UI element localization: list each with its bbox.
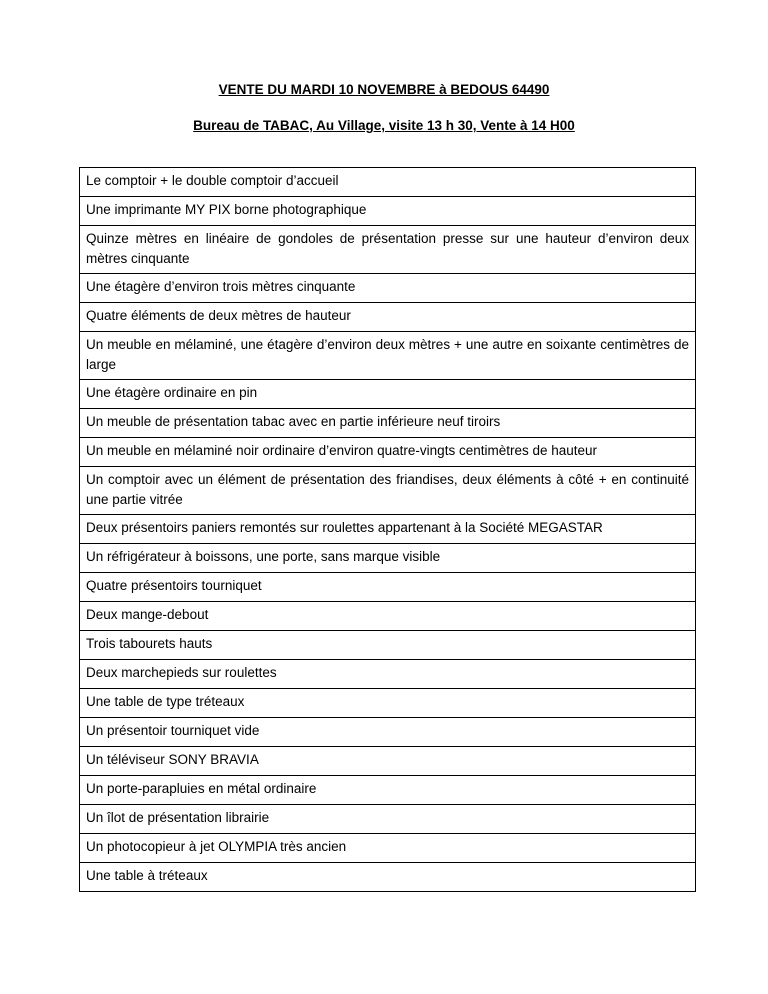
item-cell: Une étagère d’environ trois mètres cinquante xyxy=(80,274,696,303)
item-cell: Trois tabourets hauts xyxy=(80,631,696,660)
table-row xyxy=(80,689,696,718)
item-cell: Un îlot de présentation librairie xyxy=(80,805,696,834)
item-cell: Quinze mètres en linéaire de gondoles de présentation presse sur une hauteur d’environ deux mètres cinquante xyxy=(80,226,696,274)
document-subtitle: Bureau de TABAC, Au Village, visite 13 h 30, Vente à 14 H00 xyxy=(193,118,575,133)
item-cell: Deux marchepieds sur roulettes xyxy=(80,660,696,689)
item-cell: Quatre éléments de deux mètres de hauteur xyxy=(80,303,696,332)
item-cell: Quatre présentoirs tourniquet xyxy=(80,573,696,602)
table-row xyxy=(80,438,696,467)
item-cell: Un présentoir tourniquet vide xyxy=(80,718,696,747)
table-row xyxy=(80,573,696,602)
table-row xyxy=(80,660,696,689)
table-row xyxy=(80,805,696,834)
table-row xyxy=(80,718,696,747)
table-row xyxy=(80,303,696,332)
table-row xyxy=(80,515,696,544)
item-cell: Une étagère ordinaire en pin xyxy=(80,380,696,409)
table-row xyxy=(80,380,696,409)
table-row xyxy=(80,467,696,515)
table-row xyxy=(80,747,696,776)
item-cell: Une table à tréteaux xyxy=(80,863,696,892)
table-row xyxy=(80,226,696,274)
table-row xyxy=(80,863,696,892)
item-cell: Deux présentoirs paniers remontés sur roulettes appartenant à la Société MEGASTAR xyxy=(80,515,696,544)
table-row xyxy=(80,631,696,660)
table-row xyxy=(80,409,696,438)
item-cell: Un meuble de présentation tabac avec en partie inférieure neuf tiroirs xyxy=(80,409,696,438)
table-row xyxy=(80,168,696,197)
item-cell: Une imprimante MY PIX borne photographique xyxy=(80,197,696,226)
table-row xyxy=(80,274,696,303)
items-table xyxy=(79,167,696,892)
table-row xyxy=(80,332,696,380)
table-row xyxy=(80,197,696,226)
item-cell: Un porte-parapluies en métal ordinaire xyxy=(80,776,696,805)
item-cell: Un téléviseur SONY BRAVIA xyxy=(80,747,696,776)
item-cell: Un photocopieur à jet OLYMPIA très ancien xyxy=(80,834,696,863)
table-row xyxy=(80,834,696,863)
table-row xyxy=(80,776,696,805)
item-cell: Deux mange-debout xyxy=(80,602,696,631)
document-title: VENTE DU MARDI 10 NOVEMBRE à BEDOUS 64490 xyxy=(218,82,550,97)
item-cell: Une table de type tréteaux xyxy=(80,689,696,718)
item-cell: Un meuble en mélaminé noir ordinaire d’environ quatre-vingts centimètres de hauteur xyxy=(80,438,696,467)
item-cell: Un réfrigérateur à boissons, une porte, sans marque visible xyxy=(80,544,696,573)
item-cell: Le comptoir + le double comptoir d’accueil xyxy=(80,168,696,197)
item-cell: Un meuble en mélaminé, une étagère d’environ deux mètres + une autre en soixante centimètres de large xyxy=(80,332,696,380)
item-cell: Un comptoir avec un élément de présentation des friandises, deux éléments à côté + en continuité une partie vitrée xyxy=(80,467,696,515)
table-row xyxy=(80,602,696,631)
table-row xyxy=(80,544,696,573)
